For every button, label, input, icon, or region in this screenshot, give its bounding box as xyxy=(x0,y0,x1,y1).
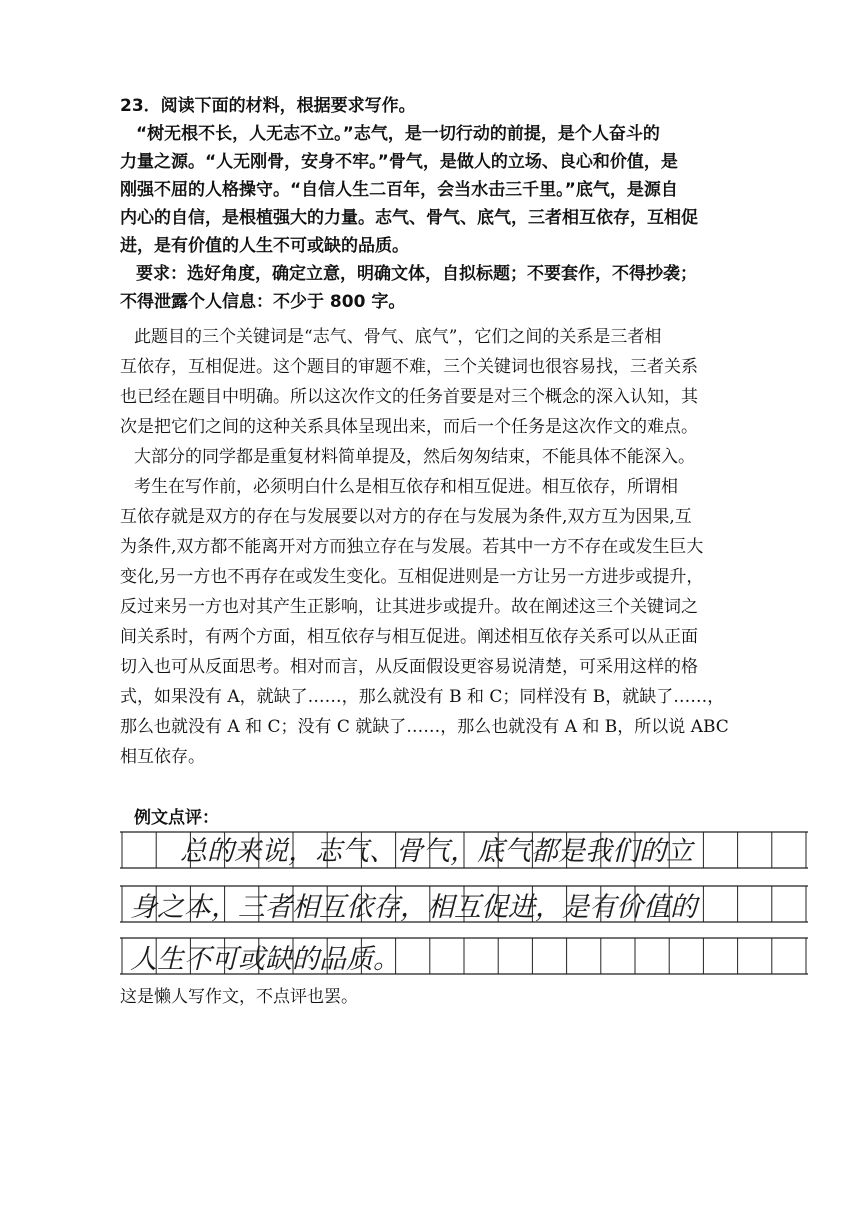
analysis-paragraph xyxy=(120,322,770,442)
handwritten-line: 总的来说，志气、骨气，底气都是我们的立 xyxy=(180,836,693,867)
text-line: 相互依存。 xyxy=(120,747,205,767)
example-label: 例文点评： xyxy=(134,808,219,828)
text-line: 互依存就是双方的存在与发展要以对方的存在与发展为条件,双方互为因果,互 xyxy=(120,507,692,527)
material-line: 力量之源。“人无刚骨，安身不牢。”骨气，是做人的立场、良心和价值，是 xyxy=(120,152,678,172)
analysis-text xyxy=(120,322,770,772)
example-comment: 这是懒人写作文，不点评也罢。 xyxy=(120,987,358,1007)
analysis-paragraph xyxy=(120,442,770,472)
requirement-line: 不得泄露个人信息：不少于 800 字。 xyxy=(120,292,406,312)
text-line: 大部分的同学都是重复材料简单提及，然后匆匆结束，不能具体不能深入。 xyxy=(134,447,695,467)
text-line: 为条件,双方都不能离开对方而独立存在与发展。若其中一方不存在或发生巨大 xyxy=(120,537,704,557)
handwriting-grid xyxy=(120,830,808,978)
question-block xyxy=(120,92,770,316)
material-line: 内心的自信，是根植强大的力量。志气、骨气、底气，三者相互依存，互相促 xyxy=(120,208,698,228)
handwritten-line: 身之本，三者相互依存，相互促进，是有价值的 xyxy=(130,892,697,923)
text-line: 式，如果没有 A，就缺了……，那么就没有 B 和 C；同样没有 B，就缺了……， xyxy=(120,687,725,707)
text-line: 次是把它们之间的这种关系具体呈现出来，而后一个任务是这次作文的难点。 xyxy=(120,417,698,437)
question-title: 23．阅读下面的材料，根据要求写作。 xyxy=(120,96,416,116)
text-line: 也已经在题目中明确。所以这次作文的任务首要是对三个概念的深入认知，其 xyxy=(120,387,698,407)
text-line: 此题目的三个关键词是“志气、骨气、底气”，它们之间的关系是三者相 xyxy=(134,327,662,347)
text-line: 切入也可从反面思考。相对而言，从反面假设更容易说清楚，可采用这样的格 xyxy=(120,657,698,677)
text-line: 变化,另一方也不再存在或发生变化。互相促进则是一方让另一方进步或提升， xyxy=(120,567,704,587)
material-line: “树无根不长，人无志不立。”志气，是一切行动的前提，是个人奋斗的 xyxy=(136,124,660,144)
text-line: 考生在写作前，必须明白什么是相互依存和相互促进。相互依存，所谓相 xyxy=(134,477,678,497)
text-line: 反过来另一方也对其产生正影响，让其进步或提升。故在阐述这三个关键词之 xyxy=(120,597,698,617)
handwritten-essay-image xyxy=(120,830,808,978)
text-line: 那么也就没有 A 和 C；没有 C 就缺了……，那么也就没有 A 和 B，所以说 ABC xyxy=(120,717,729,737)
text-line: 互依存，互相促进。这个题目的审题不难，三个关键词也很容易找，三者关系 xyxy=(120,357,698,377)
handwritten-line: 人生不可或缺的品质。 xyxy=(130,944,400,975)
requirement-line: 要求：选好角度，确定立意，明确文体，自拟标题；不要套作，不得抄袭； xyxy=(136,264,697,284)
analysis-paragraph xyxy=(120,472,770,772)
text-line: 间关系时，有两个方面，相互依存与相互促进。阐述相互依存关系可以从正面 xyxy=(120,627,698,647)
material-line: 进，是有价值的人生不可或缺的品质。 xyxy=(120,236,409,256)
material-line: 刚强不屈的人格操守。“自信人生二百年，会当水击三千里。”底气，是源自 xyxy=(120,180,678,200)
